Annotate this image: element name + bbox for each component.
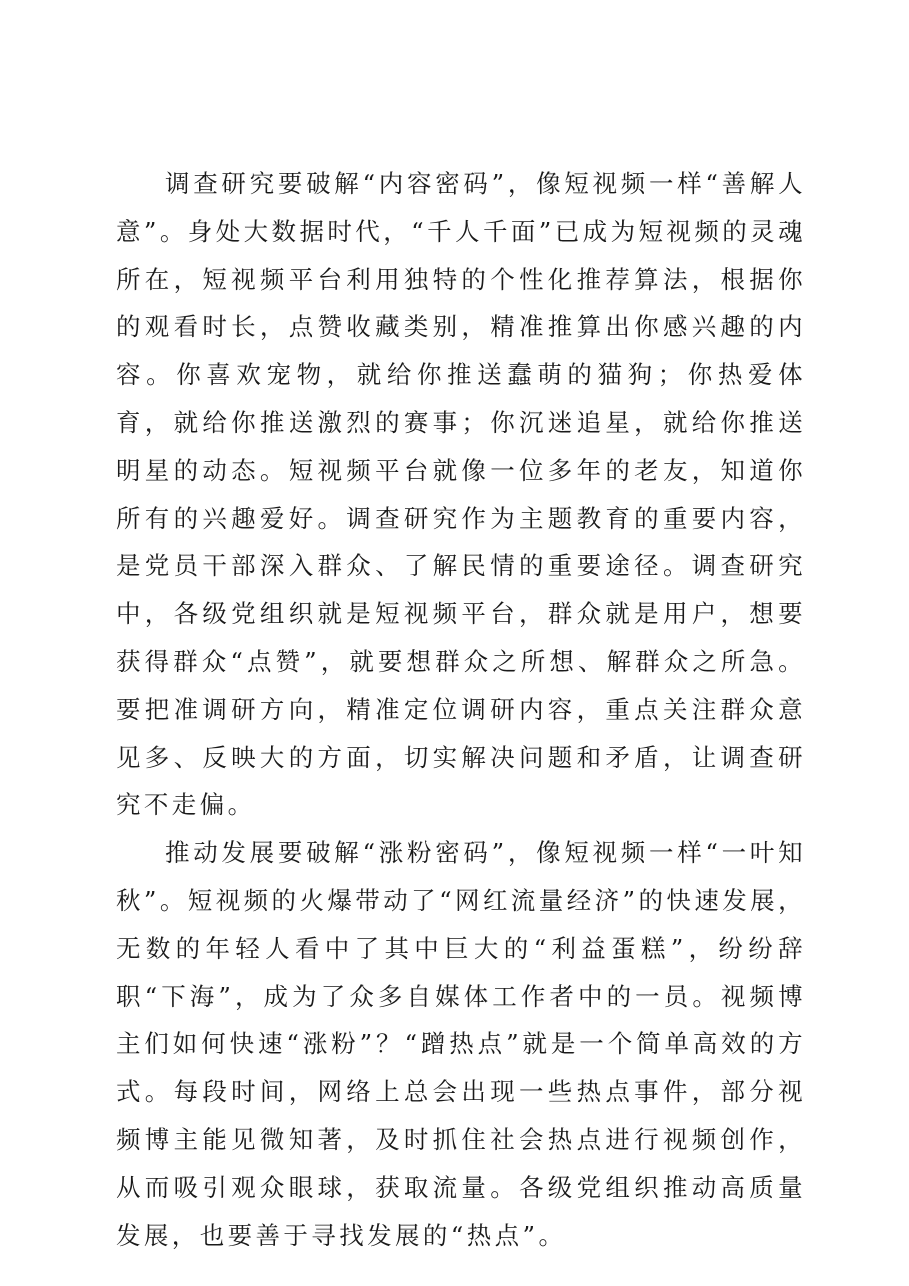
document-body <box>116 160 806 1259</box>
paragraph-development: 推动发展要破解“涨粉密码”，像短视频一样“一叶知秋”。短视频的火爆带动了“网红流量经济”的快速发展，无数的年轻人看中了其中巨大的“利益蛋糕”，纷纷辞职“下海”，成为了众多自媒体工作者中的一员。视频博主们如何快速“涨粉”？“蹭热点”就是一个简单高效的方式。每段时间，网络上总会出现一些热点事件，部分视频博主能见微知著，及时抓住社会热点进行视频创作，从而吸引观众眼球，获取流量。各级党组织推动高质量发展，也要善于寻找发展的“热点”。 <box>116 838 806 1250</box>
paragraph-research: 调查研究要破解“内容密码”，像短视频一样“善解人意”。身处大数据时代，“千人千面”已成为短视频的灵魂所在，短视频平台利用独特的个性化推荐算法，根据你的观看时长，点赞收藏类别，精准推算出你感兴趣的内容。你喜欢宠物，就给你推送蠢萌的猫狗；你热爱体育，就给你推送激烈的赛事；你沉迷追星，就给你推送明星的动态。短视频平台就像一位多年的老友，知道你所有的兴趣爱好。调查研究作为主题教育的重要内容，是党员干部深入群众、了解民情的重要途径。调查研究中，各级党组织就是短视频平台，群众就是用户，想要获得群众“点赞”，就要想群众之所想、解群众之所急。要把准调研方向，精准定位调研内容，重点关注群众意见多、反映大的方面，切实解决问题和矛盾，让调查研究不走偏。 <box>116 169 806 820</box>
